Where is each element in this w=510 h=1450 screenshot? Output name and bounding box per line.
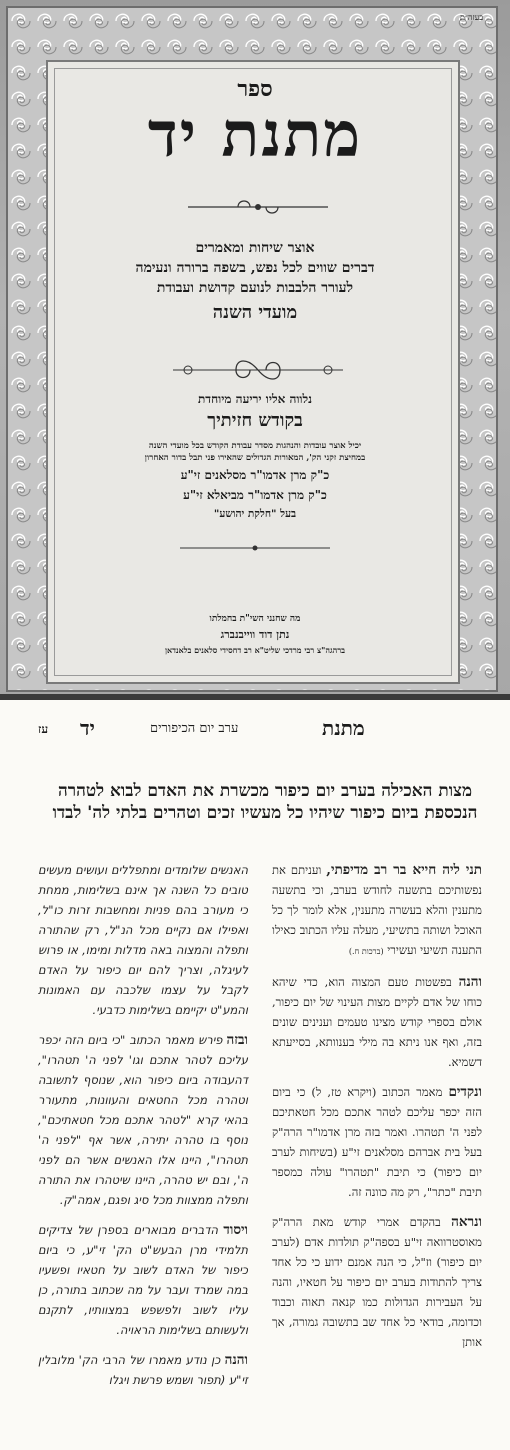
appendix-line-3: יכיל אוצר עובדות והנהגות מסדר עבודת הקודש בכל מועדי השנה (148, 441, 362, 451)
subtitle-line-1: אוצר שיחות ומאמרים (195, 240, 315, 256)
appendix-title: בקודש חזיתיך (207, 410, 303, 431)
title-divider-ornament (178, 196, 338, 218)
right-column (272, 860, 482, 1362)
appendix-line-4: במחיצת זקני הק', המאורות הגדולים שהאירו פני תבל בדור האחרון (144, 453, 366, 463)
appendix-line-6: כ"ק מרן אדמו"ר מביאלא זי"ע (183, 488, 327, 502)
running-head-title-2: יד (80, 716, 95, 740)
sefer-label: ספר (237, 76, 273, 102)
left-column (38, 860, 248, 1400)
paragraph: האנשים שלומדים ומתפללים ועושים מעשים טובים כל השנה אך אינם בשלימות, ממחת כי מעורב בהם פניות ומחשבות זרות כו"ל, ואפילו אם נקיים מכל הנ"ל, רק שהתורה ותפלה והמצוה באה מדלות ומימו, או פרוש לעיגלה, וצריך להם יום כיפור על האדם לקבל על עצמו שלכבה עם האמונות והמע"ט יקיימם בשלימות כדבעי. (38, 863, 248, 1017)
running-head-title-1: מתנת (322, 716, 365, 740)
subtitle-line-2: דברים שווים לכל נפש, בשפה ברורה ונעימה (135, 260, 375, 276)
section-heading: מצות האכילה בערב יום כיפור מכשרת את האדם לבוא לטהרה הנכספת ביום כיפור שיהיו כל מעשיו זכים וטהרים בלתי לה' לבדו (52, 781, 478, 823)
publisher-line-1: מה שחנני השי"ת בחמלתו (209, 614, 301, 624)
paragraph: והנה כן נודע מאמרו של הרבי הק' מלובלין זי"ע (תפור ושמש פרשת ויגלו (38, 1352, 248, 1387)
appendix-line-7: בעל "חלקת יהושע" (213, 508, 297, 520)
paragraph: ובזה פירש מאמר הכתוב "כי ביום הזה יכפר עליכם לטהר אתכם וגו' לפני ה' תטהרו", דהעבודה ביום כיפור הוא, שנוסף לתשובה וטהרה מכל החטאים והעוונות, מתעורר בהאי קרא "לטהר אתכם מכל חטאתיכם", נוסף בו טהרה יתירה, אשר אף "לפני ה' תטהרו", היינו אלו האנשים אשר הם לפני ה', ובם יש טהרה, היינו שיטהרו את התורה ותפלה ממצוות מכל סיג ופגם, אמה"ק. (38, 1032, 248, 1207)
paragraph: ונקדים מאמר הכתוב (ויקרא טז, ל) כי ביום הזה יכפר עליכם לטהר אתכם מכל חטאתיכם לפני ה' תטהרו. ואמר בזה מרן אדמו"ר הרה"ק בעל בית אברהם מסלאנים זי"ע (בשיחות לערב יום כיפור) כי תיבת "תטהרו" עולה כמספר תיבת "כתר", רק מה כוונה זה. (272, 1084, 482, 1199)
text-page (0, 700, 510, 1450)
paragraph: והנה בפשטות טעם המצוה הוא, כדי שיהא כוחו של אדם לקיים מצות העינוי של יום כיפור, אולם בספרי קודש מצינו טעמים וענינים שונים בזה, ואף אנו ניתא בה מילי בענוותא, בסייעתא דשמיא. (272, 974, 482, 1069)
paragraph: ונראה בהקדם אמרי קודש מאת הרה"ק מאוסטרוואה זי"ע בספה"ק תולדות אדם (לערב יום כיפור) וז"ל, כי הנה אמנם ידוע כי כל אחד צריך להתודות בערב יום כיפור על חטאיו, והנה על העבירות הגדולות כמו קנאה תאוה וכבוד וכדומה, בודאי כל אחד שב בתשובה גמורה, אך אותן (272, 1214, 482, 1349)
title-page (0, 0, 510, 700)
subtitle-line-3: לעורר הלבבות לנועם קדושת ועבודת (156, 280, 354, 296)
page-number: עז (38, 722, 49, 736)
bsd-mark: בעזה״ת (460, 13, 484, 22)
author-name: נתן דוד ווייבנברג (220, 628, 290, 641)
subtitle-line-4: מועדי השנה (212, 302, 298, 323)
paragraph: תני ליה חייא בר רב מדיפתי, ועניתם את נפשותיכם בתשעה לחודש בערב, וכי בתשעה מתענין והלא בעשרה מתענין, אלא לומר לך כל האוכל ושותה בתשיעי, מעלה עליו הכתוב כאילו התענה תשיעי ועשירי (ברכות ח.) (272, 862, 482, 957)
book-title: מתנת יד (147, 98, 363, 171)
paragraph: ויסוד הדברים מבוארים בספרן של צדיקים תלמידי מרן הבעש"ט הק' זי"ע, כי ביום כיפור של האדם לשוב על חטאיו ופשעיו במה שמרד ועבר על מה שכתוב בתורה, כן עליו לשוב ולפשפש במצוותיו, לתקנם ולעשותם בשלימות הראויה. (38, 1222, 248, 1337)
bottom-flourish (170, 540, 340, 556)
flourish-divider (158, 355, 358, 385)
appendix-line-1: נלווה אליו יריעה מיוחדת (197, 392, 313, 406)
publisher-line-3: ברהגה"צ רבי מרדכי שליט"א רב דחסידי סלאנים בלאנדאן (165, 645, 345, 655)
running-head-section: ערב יום הכיפורים (150, 721, 239, 736)
appendix-line-5: כ"ק מרן אדמו"ר מסלאנים זי"ע (180, 468, 330, 482)
